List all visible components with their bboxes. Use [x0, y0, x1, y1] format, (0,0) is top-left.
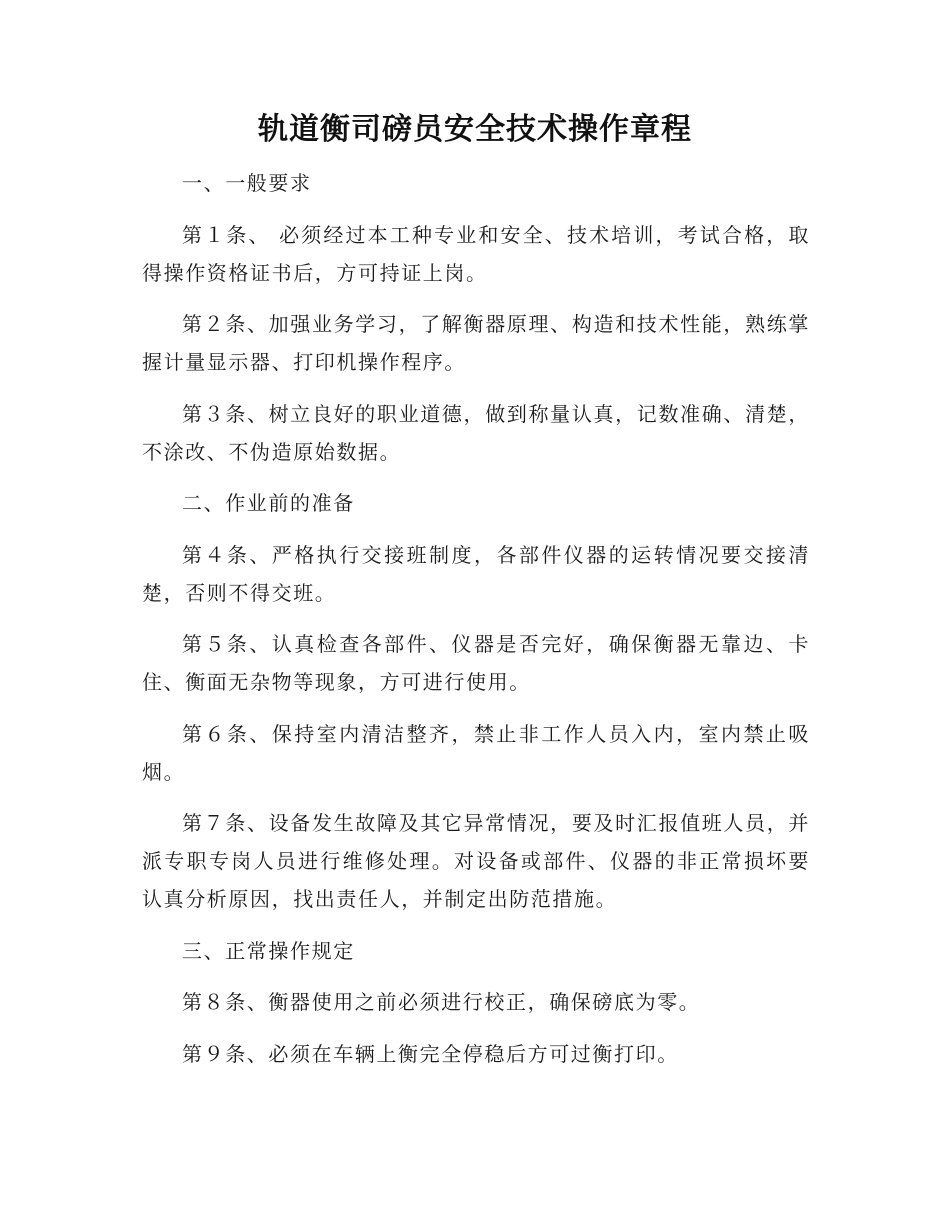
section-heading-preparation: 二、作业前的准备 — [182, 491, 355, 515]
section-heading-operation: 三、正常操作规定 — [182, 938, 355, 963]
article-2: 第２条、加强业务学习，了解衡器原理、构造和技术性能，熟练掌握计量显示器、打印机操作程序。 — [142, 312, 810, 374]
article-7: 第７条、设备发生故障及其它异常情况，要及时汇报值班人员，并派专职专岗人员进行维修处理。对设备或部件、仪器的非正常损坏要认真分析原因，找出责任人，并制定出防范措施。 — [142, 811, 810, 911]
article-3: 第３条、树立良好的职业道德，做到称量认真，记数准确、清楚，不涂改、不伪造原始数据。 — [142, 401, 810, 464]
article-4: 第４条、严格执行交接班制度，各部件仪器的运转情况要交接清楚，否则不得交班。 — [142, 542, 810, 605]
article-5: 第５条、认真检查各部件、仪器是否完好，确保衡器无靠边、卡住、衡面无杂物等现象，方可进行使用。 — [142, 632, 810, 694]
article-9: 第９条、必须在车辆上衡完全停稳后方可过衡打印。 — [182, 1041, 679, 1066]
document-title: 轨道衡司磅员安全技术操作章程 — [258, 112, 692, 147]
article-8: 第８条、衡器使用之前必须进行校正，确保磅底为零。 — [182, 990, 701, 1014]
document-body — [142, 164, 810, 1086]
section-heading-general: 一、一般要求 — [182, 171, 312, 195]
article-6: 第６条、保持室内清洁整齐，禁止非工作人员入内，室内禁止吸烟。 — [142, 721, 810, 784]
article-1: 第１条、 必须经过本工种专业和安全、技术培训，考试合格，取得操作资格证书后，方可持证上岗。 — [142, 222, 810, 285]
